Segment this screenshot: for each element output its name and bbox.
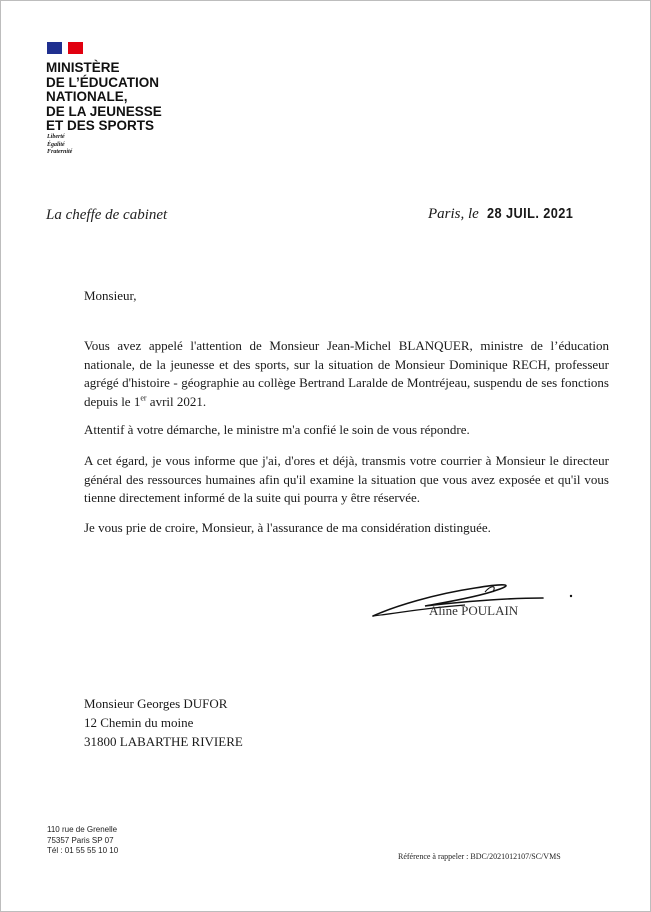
paragraph-1-main: Vous avez appelé l'attention de Monsieur Jean-Michel BLANQUER, ministre de l’éducation nationale, de la jeunesse et des sports, sur la situation de Monsieur Dominique RECH, professeur agrégé d'histoire - géographie au collège Bertrand Laralde de Montréjeau, suspendu de ses fonctions depuis le 1 bbox=[84, 338, 609, 409]
ministry-line: ET DES SPORTS bbox=[46, 118, 155, 133]
paragraph-1-text bbox=[84, 337, 609, 411]
paragraph-1 bbox=[84, 337, 609, 411]
ministry-line: MINISTÈRE bbox=[46, 60, 120, 75]
republic-motto bbox=[47, 134, 72, 157]
address-line: 110 rue de Grenelle bbox=[47, 825, 118, 834]
reference-number: Référence à rappeler : BDC/2021012107/SC/VMS bbox=[398, 852, 561, 861]
paragraph-2-text: Attentif à votre démarche, le ministre m'a confié le soin de vous répondre. bbox=[84, 422, 470, 437]
ministry-address bbox=[47, 825, 118, 857]
date-line bbox=[428, 205, 588, 223]
ordinal-superscript: er bbox=[140, 393, 147, 403]
sender-role: La cheffe de cabinet bbox=[46, 207, 168, 223]
address-line: 75357 Paris SP 07 bbox=[47, 835, 114, 845]
recipient-name: Monsieur Georges DUFOR bbox=[84, 696, 228, 711]
signer-name: Aline POULAIN bbox=[429, 603, 519, 618]
paragraph-4 bbox=[84, 519, 609, 538]
paragraph-3-text: A cet égard, je vous informe que j'ai, d'ores et déjà, transmis votre courrier à Monsieur le directeur général des ressources humaines afin qu'il examine la situation que vous avez exposée et qu'il vous tienne directement informé de la suite qui pourra y être réservée. bbox=[84, 453, 609, 506]
date-stamp: 28 JUIL. 2021 bbox=[486, 205, 573, 222]
paragraph-3 bbox=[84, 452, 609, 508]
flag-red-band bbox=[68, 42, 83, 54]
ministry-line: DE L’ÉDUCATION bbox=[46, 74, 160, 90]
date-place: Paris, le bbox=[428, 206, 479, 222]
motto-line: Égalité bbox=[47, 141, 65, 148]
ministry-line: NATIONALE, bbox=[46, 89, 128, 104]
motto-line: Fraternité bbox=[47, 149, 73, 155]
motto-line: Liberté bbox=[47, 134, 65, 140]
recipient-city: 31800 LABARTHE RIVIERE bbox=[84, 734, 243, 749]
paragraph-4-text: Je vous prie de croire, Monsieur, à l'assurance de ma considération distinguée. bbox=[84, 520, 491, 535]
recipient-street: 12 Chemin du moine bbox=[84, 715, 194, 730]
salutation-text: Monsieur, bbox=[84, 288, 137, 303]
salutation bbox=[84, 287, 609, 306]
ministry-name bbox=[46, 61, 162, 134]
flag-blue-band bbox=[47, 42, 62, 54]
paragraph-2 bbox=[84, 421, 609, 440]
ministry-line: DE LA JEUNESSE bbox=[46, 103, 162, 119]
republic-flag-logo bbox=[47, 42, 83, 54]
address-line: Tél : 01 55 55 10 10 bbox=[47, 846, 119, 855]
recipient-address bbox=[84, 694, 243, 751]
paragraph-1-end: avril 2021. bbox=[146, 393, 207, 409]
